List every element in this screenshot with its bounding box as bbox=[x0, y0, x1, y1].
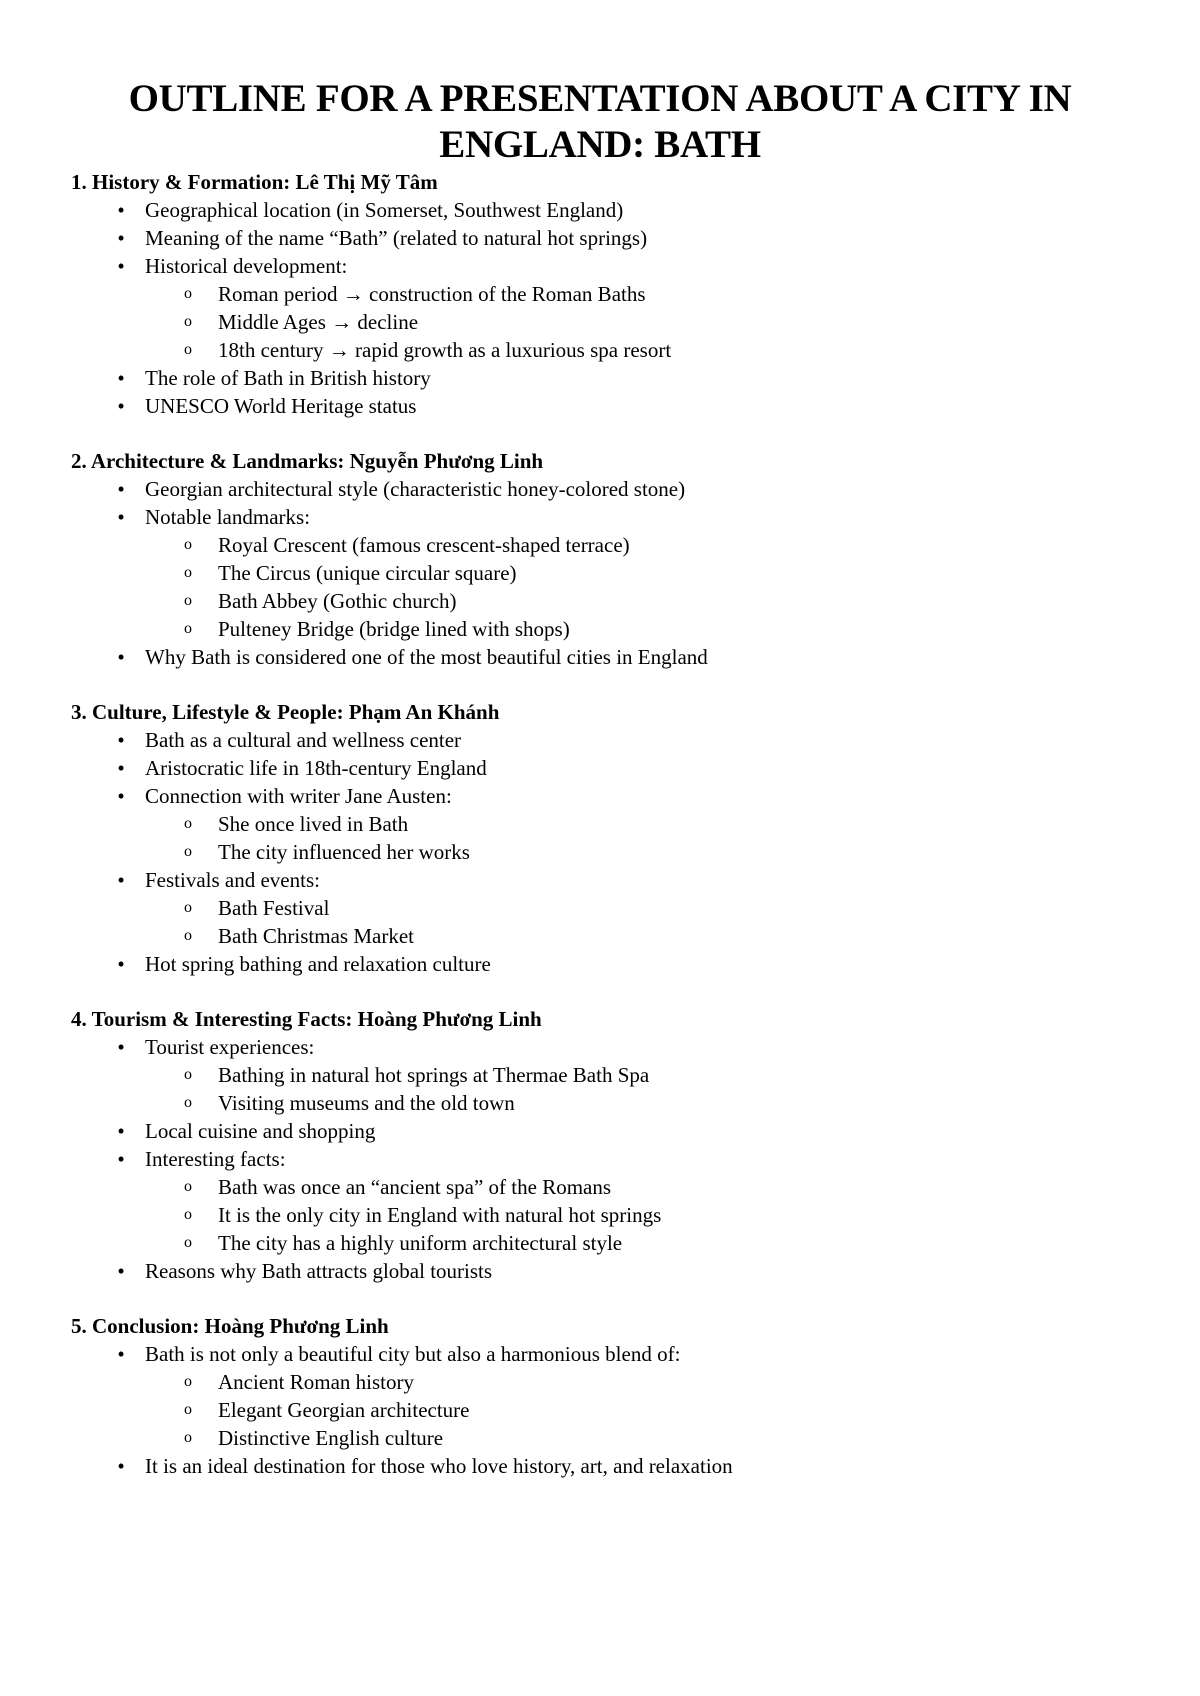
sub-bullet-item bbox=[145, 838, 1104, 866]
bullet-icon: • bbox=[117, 1259, 125, 1283]
sub-bullet-icon: o bbox=[184, 1234, 192, 1251]
bullet-text: Georgian architectural style (characteristic honey-colored stone) bbox=[145, 477, 686, 501]
bullet-text: UNESCO World Heritage status bbox=[145, 394, 417, 418]
bullet-item bbox=[71, 1033, 1104, 1117]
sub-bullet-item bbox=[145, 1368, 1104, 1396]
sub-bullet-item bbox=[145, 615, 1104, 643]
sub-bullet-item bbox=[145, 1173, 1104, 1201]
sub-bullet-text: Bath Christmas Market bbox=[218, 924, 414, 948]
bullet-item bbox=[71, 643, 1104, 671]
sub-bullet-icon: o bbox=[184, 899, 192, 916]
bullet-text: Local cuisine and shopping bbox=[145, 1119, 376, 1143]
outline-section bbox=[71, 447, 1104, 671]
sub-bullet-item bbox=[145, 559, 1104, 587]
sub-bullet-text: Bath Abbey (Gothic church) bbox=[218, 589, 457, 613]
bullet-icon: • bbox=[117, 366, 125, 390]
bullet-item bbox=[71, 950, 1104, 978]
bullet-list bbox=[71, 1340, 1104, 1480]
sub-bullet-text: She once lived in Bath bbox=[218, 812, 409, 836]
sub-bullet-icon: o bbox=[184, 815, 192, 832]
bullet-text: It is an ideal destination for those who love history, art, and relaxation bbox=[145, 1454, 733, 1478]
sub-bullet-icon: o bbox=[184, 313, 192, 330]
bullet-item bbox=[71, 782, 1104, 866]
bullet-icon: • bbox=[117, 477, 125, 501]
bullet-icon: • bbox=[117, 868, 125, 892]
bullet-icon: • bbox=[117, 784, 125, 808]
sub-bullet-icon: o bbox=[184, 843, 192, 860]
title-line-2: ENGLAND: BATH bbox=[439, 123, 761, 166]
bullet-list bbox=[71, 1033, 1104, 1285]
bullet-icon: • bbox=[117, 1342, 125, 1366]
outline-sections bbox=[71, 168, 1104, 1480]
bullet-icon: • bbox=[117, 394, 125, 418]
bullet-item bbox=[71, 1145, 1104, 1257]
bullet-icon: • bbox=[117, 1147, 125, 1171]
sub-bullet-text: Visiting museums and the old town bbox=[218, 1091, 515, 1115]
bullet-item bbox=[71, 726, 1104, 754]
section-heading: 3. Culture, Lifestyle & People: Phạm An Khánh bbox=[71, 700, 500, 724]
bullet-text: Festivals and events: bbox=[145, 868, 320, 892]
sub-bullet-item bbox=[145, 810, 1104, 838]
bullet-item bbox=[71, 1452, 1104, 1480]
bullet-item bbox=[71, 754, 1104, 782]
bullet-icon: • bbox=[117, 1035, 125, 1059]
bullet-item bbox=[71, 1117, 1104, 1145]
bullet-text: Aristocratic life in 18th-century England bbox=[145, 756, 487, 780]
sub-bullet-icon: o bbox=[184, 285, 192, 302]
bullet-text: Hot spring bathing and relaxation culture bbox=[145, 952, 491, 976]
sub-bullet-item bbox=[145, 1089, 1104, 1117]
sub-bullet-text: The city has a highly uniform architectural style bbox=[218, 1231, 623, 1255]
sub-bullet-text: 18th century → rapid growth as a luxurious spa resort bbox=[218, 338, 672, 362]
bullet-list bbox=[71, 726, 1104, 978]
bullet-item bbox=[71, 392, 1104, 420]
bullet-icon: • bbox=[117, 645, 125, 669]
sub-bullet-text: Roman period → construction of the Roman Baths bbox=[218, 282, 646, 306]
sub-bullet-list bbox=[145, 1061, 1104, 1117]
bullet-text: Geographical location (in Somerset, Southwest England) bbox=[145, 198, 624, 222]
section-heading: 2. Architecture & Landmarks: Nguyễn Phương Linh bbox=[71, 449, 544, 473]
sub-bullet-icon: o bbox=[184, 536, 192, 553]
sub-bullet-text: The city influenced her works bbox=[218, 840, 470, 864]
section-heading: 4. Tourism & Interesting Facts: Hoàng Phương Linh bbox=[71, 1007, 542, 1031]
sub-bullet-item bbox=[145, 336, 1104, 364]
outline-section bbox=[71, 698, 1104, 978]
section-heading: 5. Conclusion: Hoàng Phương Linh bbox=[71, 1314, 389, 1338]
sub-bullet-item bbox=[145, 1061, 1104, 1089]
bullet-text: Reasons why Bath attracts global tourists bbox=[145, 1259, 493, 1283]
bullet-list bbox=[71, 196, 1104, 420]
sub-bullet-icon: o bbox=[184, 1066, 192, 1083]
bullet-text: Bath is not only a beautiful city but also a harmonious blend of: bbox=[145, 1342, 681, 1366]
sub-bullet-icon: o bbox=[184, 564, 192, 581]
section-heading: 1. History & Formation: Lê Thị Mỹ Tâm bbox=[71, 170, 438, 194]
outline-section bbox=[71, 1312, 1104, 1480]
sub-bullet-icon: o bbox=[184, 927, 192, 944]
bullet-icon: • bbox=[117, 198, 125, 222]
sub-bullet-item bbox=[145, 1396, 1104, 1424]
sub-bullet-item bbox=[145, 894, 1104, 922]
bullet-icon: • bbox=[117, 728, 125, 752]
sub-bullet-icon: o bbox=[184, 1206, 192, 1223]
document-title bbox=[71, 76, 1104, 168]
sub-bullet-text: Bath was once an “ancient spa” of the Romans bbox=[218, 1175, 612, 1199]
sub-bullet-list bbox=[145, 1368, 1104, 1452]
sub-bullet-text: Pulteney Bridge (bridge lined with shops) bbox=[218, 617, 570, 641]
sub-bullet-icon: o bbox=[184, 1429, 192, 1446]
sub-bullet-item bbox=[145, 280, 1104, 308]
bullet-icon: • bbox=[117, 505, 125, 529]
sub-bullet-icon: o bbox=[184, 1178, 192, 1195]
bullet-text: Meaning of the name “Bath” (related to natural hot springs) bbox=[145, 226, 648, 250]
sub-bullet-icon: o bbox=[184, 620, 192, 637]
bullet-text: Interesting facts: bbox=[145, 1147, 286, 1171]
bullet-text: Notable landmarks: bbox=[145, 505, 311, 529]
sub-bullet-list bbox=[145, 280, 1104, 364]
sub-bullet-text: Middle Ages → decline bbox=[218, 310, 419, 334]
bullet-text: The role of Bath in British history bbox=[145, 366, 431, 390]
bullet-item bbox=[71, 1257, 1104, 1285]
bullet-item bbox=[71, 475, 1104, 503]
sub-bullet-item bbox=[145, 531, 1104, 559]
bullet-item bbox=[71, 364, 1104, 392]
sub-bullet-text: Elegant Georgian architecture bbox=[218, 1398, 470, 1422]
sub-bullet-text: Ancient Roman history bbox=[218, 1370, 414, 1394]
bullet-item bbox=[71, 196, 1104, 224]
sub-bullet-list bbox=[145, 531, 1104, 643]
bullet-list bbox=[71, 475, 1104, 671]
sub-bullet-text: Bathing in natural hot springs at Thermae Bath Spa bbox=[218, 1063, 650, 1087]
bullet-item bbox=[71, 866, 1104, 950]
outline-section bbox=[71, 1005, 1104, 1285]
sub-bullet-text: The Circus (unique circular square) bbox=[218, 561, 517, 585]
bullet-icon: • bbox=[117, 952, 125, 976]
bullet-text: Connection with writer Jane Austen: bbox=[145, 784, 452, 808]
sub-bullet-icon: o bbox=[184, 341, 192, 358]
sub-bullet-text: Royal Crescent (famous crescent-shaped terrace) bbox=[218, 533, 630, 557]
sub-bullet-item bbox=[145, 922, 1104, 950]
sub-bullet-text: It is the only city in England with natural hot springs bbox=[218, 1203, 662, 1227]
bullet-icon: • bbox=[117, 756, 125, 780]
bullet-item bbox=[71, 503, 1104, 643]
bullet-text: Bath as a cultural and wellness center bbox=[145, 728, 462, 752]
sub-bullet-text: Distinctive English culture bbox=[218, 1426, 444, 1450]
bullet-icon: • bbox=[117, 1119, 125, 1143]
sub-bullet-list bbox=[145, 894, 1104, 950]
sub-bullet-icon: o bbox=[184, 1401, 192, 1418]
sub-bullet-item bbox=[145, 308, 1104, 336]
bullet-item bbox=[71, 252, 1104, 364]
sub-bullet-item bbox=[145, 1201, 1104, 1229]
sub-bullet-text: Bath Festival bbox=[218, 896, 330, 920]
bullet-text: Why Bath is considered one of the most beautiful cities in England bbox=[145, 645, 708, 669]
outline-section bbox=[71, 168, 1104, 420]
sub-bullet-icon: o bbox=[184, 592, 192, 609]
sub-bullet-list bbox=[145, 810, 1104, 866]
sub-bullet-item bbox=[145, 1424, 1104, 1452]
bullet-text: Tourist experiences: bbox=[145, 1035, 315, 1059]
bullet-icon: • bbox=[117, 254, 125, 278]
sub-bullet-icon: o bbox=[184, 1094, 192, 1111]
bullet-item bbox=[71, 1340, 1104, 1452]
bullet-icon: • bbox=[117, 1454, 125, 1478]
sub-bullet-item bbox=[145, 587, 1104, 615]
bullet-text: Historical development: bbox=[145, 254, 348, 278]
title-line-1: OUTLINE FOR A PRESENTATION ABOUT A CITY IN bbox=[128, 77, 1072, 120]
sub-bullet-list bbox=[145, 1173, 1104, 1257]
sub-bullet-item bbox=[145, 1229, 1104, 1257]
bullet-icon: • bbox=[117, 226, 125, 250]
bullet-item bbox=[71, 224, 1104, 252]
sub-bullet-icon: o bbox=[184, 1373, 192, 1390]
